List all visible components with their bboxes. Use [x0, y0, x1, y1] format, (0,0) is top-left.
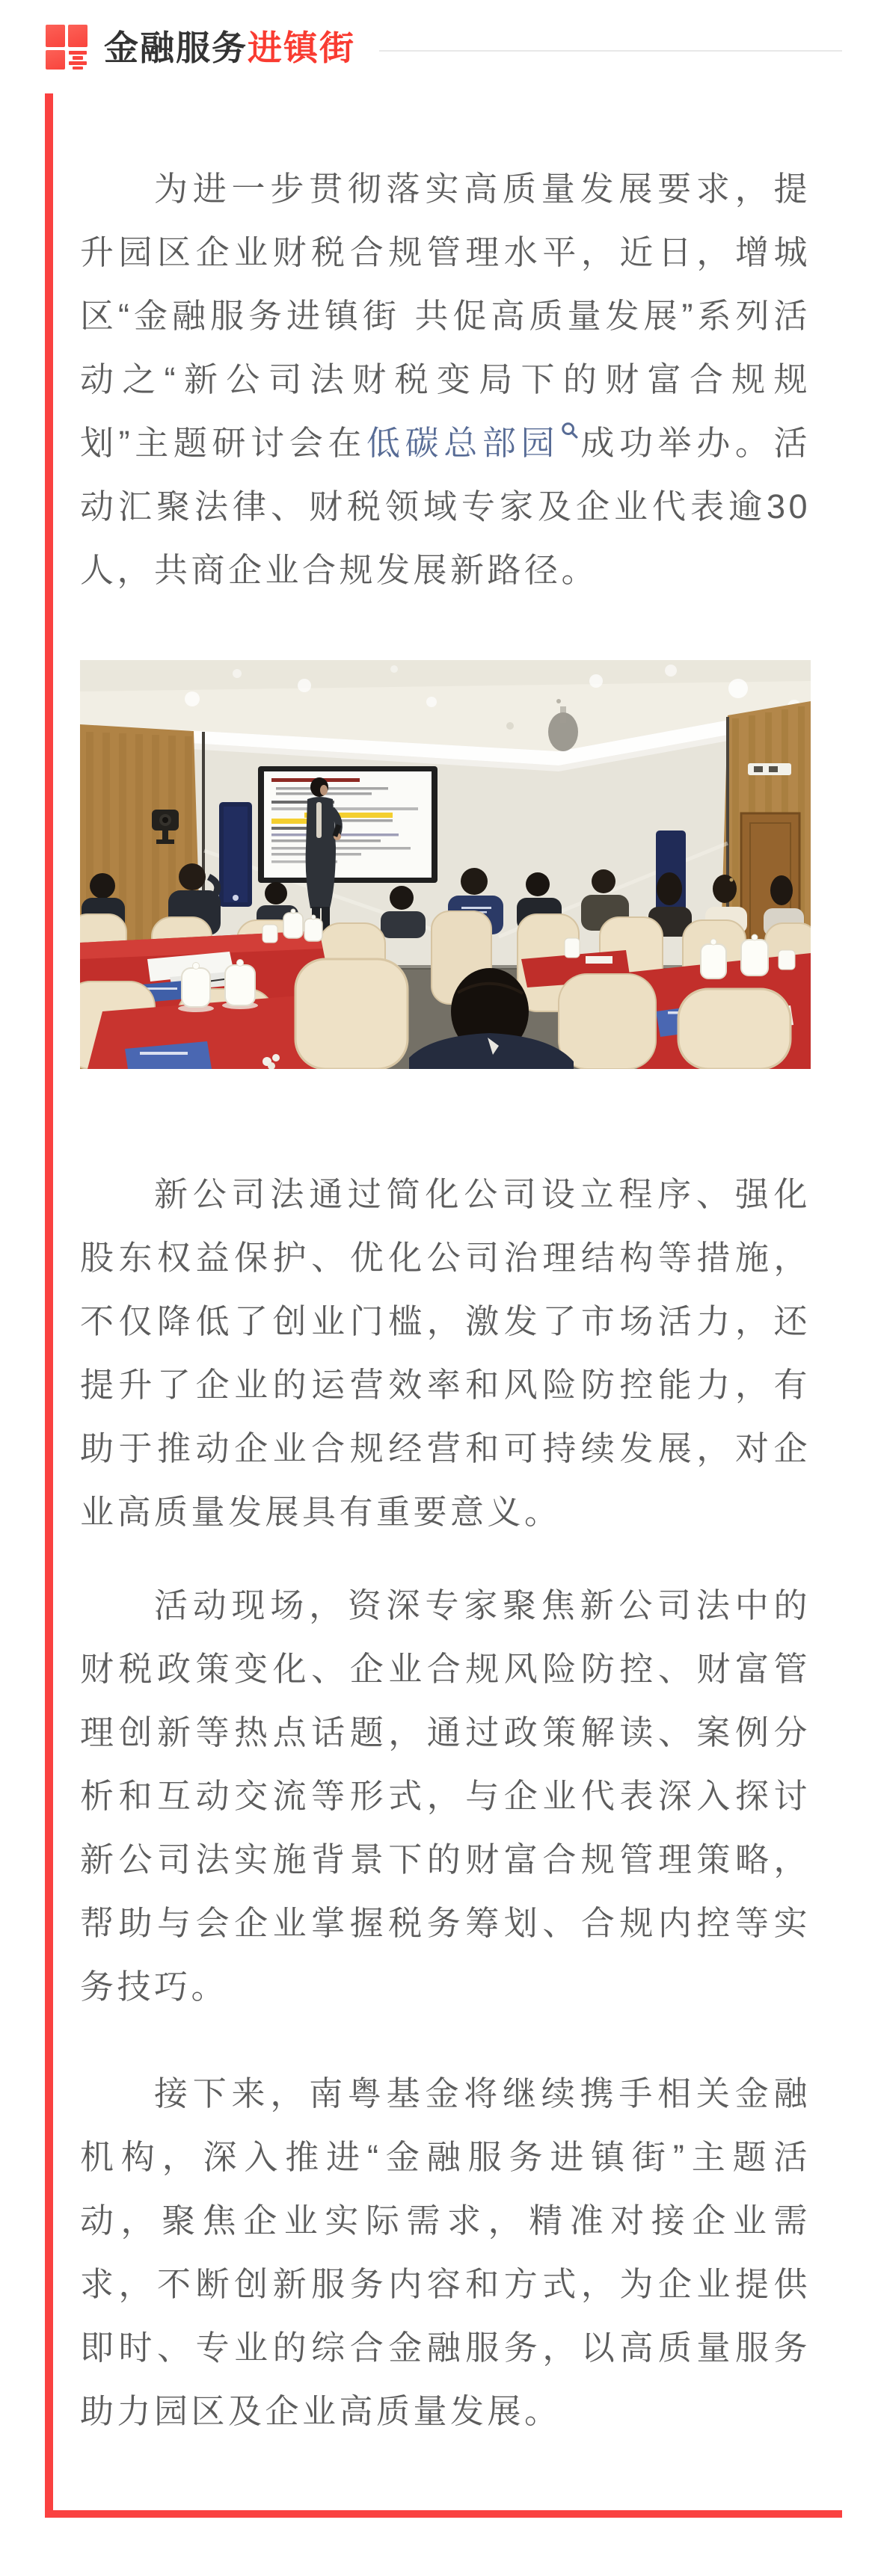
paragraph-4: 接下来，南粤基金将继续携手相关金融机构，深入推进“金融服务进镇街”主题活动，聚焦企业实际需求，精准对接企业需求，不断创新服务内容和方式，为企业提供即时、专业的综合金融服务，以高质量服务助力园区及企业高质量发展。 — [80, 2074, 811, 2430]
paragraph-3: 活动现场，资深专家聚焦新公司法中的财税政策变化、企业合规风险防控、财富管理创新等热点话题，通过政策解读、案例分析和互动交流等形式，与企业代表深入探讨新公司法实施背景下的财富合规管理策略，帮助与会企业掌握税务筹划、合规内控等实务技巧。 — [80, 1586, 811, 2006]
paragraph-2: 新公司法通过简化公司设立程序、强化股东权益保护、优化公司治理结构等措施，不仅降低了创业门槛，激发了市场活力，还提升了企业的运营效率和风险防控能力，有助于推动企业合规经营和可持续发展，对企业高质量发展具有重要意义。 — [80, 1175, 811, 1531]
event-photo — [80, 660, 811, 1069]
search-icon — [560, 421, 579, 440]
article-header — [0, 0, 875, 71]
logo-square — [46, 50, 65, 70]
title-text-dark: 金融服务 — [104, 28, 248, 67]
content-frame — [45, 93, 842, 2518]
p1-text-after: 成功举办。活动汇聚法律、财税领域专家及企业代表逾30人，共商企业合规发展新路径。 — [80, 424, 811, 589]
title-text-red: 进镇街 — [248, 28, 355, 67]
header-divider — [379, 50, 842, 52]
park-link[interactable] — [366, 424, 579, 462]
logo-square — [68, 25, 88, 47]
page-title — [104, 28, 355, 67]
logo-screw-shape — [68, 50, 88, 70]
seminar-room-illustration — [80, 660, 811, 1069]
logo-square — [46, 25, 65, 47]
presentation-screen — [258, 766, 438, 883]
brand-logo-icon — [46, 25, 88, 71]
paragraph-1 — [80, 157, 811, 602]
p1-text-before: 为进一步贯彻落实高质量发展要求，提升园区企业财税合规管理水平，近日，增城区“金融服务进镇街 共促高质量发展”系列活动之“新公司法财税变局下的财富合规规划”主题研讨会在 — [80, 170, 811, 462]
park-link-text: 低碳总部园 — [366, 424, 560, 462]
